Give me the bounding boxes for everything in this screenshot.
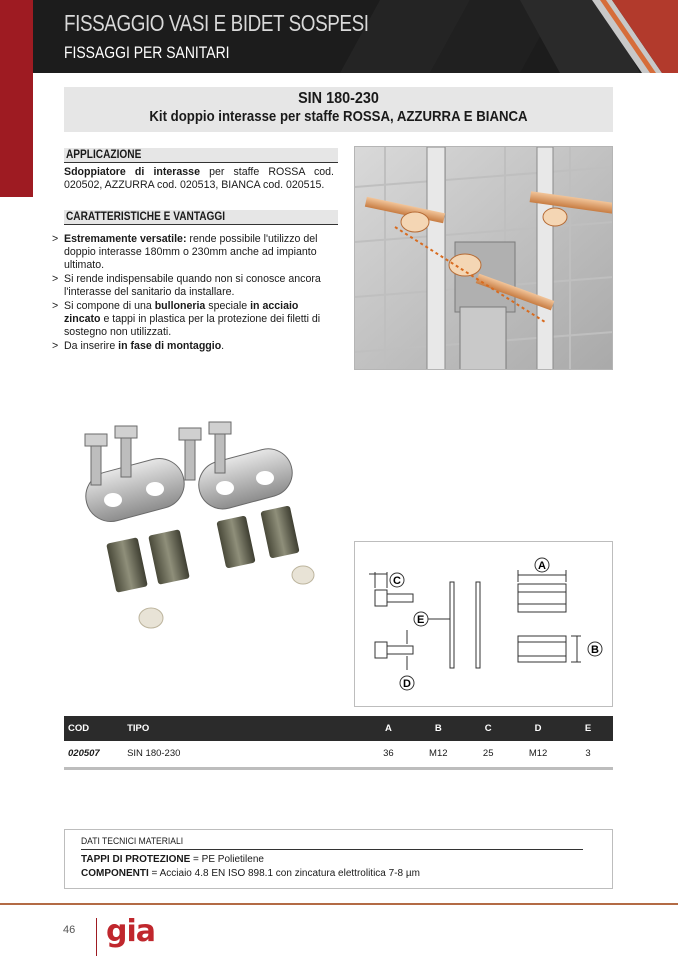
product-code: SIN 180-230 [298, 90, 379, 107]
product-title-box [64, 87, 613, 132]
cell-c: 25 [463, 741, 513, 768]
column-header-b: B [413, 716, 463, 741]
cell-cod: 020507 [64, 741, 123, 768]
page-header [0, 0, 678, 73]
footer-separator [96, 918, 97, 956]
list-item: > Da inserire in fase di montaggio. [52, 340, 225, 352]
application-text: Sdoppiatore di interasse per staffe ROSSA cod. 020502, AZZURRA cod. 020513, BIANCA cod. 020515. [64, 166, 334, 191]
column-header-c: C [463, 716, 513, 741]
materials-box [64, 829, 613, 889]
product-description: Kit doppio interasse per staffe ROSSA, AZZURRA E BIANCA [149, 108, 528, 125]
column-header-tipo: TIPO [123, 716, 363, 741]
materials-line: TAPPI DI PROTEZIONE = PE Polietilene [81, 854, 264, 865]
page-number: 46 [63, 924, 76, 936]
column-header-cod: COD [64, 716, 123, 741]
side-accent-bar [0, 0, 33, 197]
technical-drawing [354, 541, 613, 707]
features-list [52, 233, 336, 354]
footer-divider [0, 903, 678, 905]
product-photo [63, 410, 343, 650]
list-item: > Estremamente versatile: rende possibile l'utilizzo del doppio interasse 180mm o 230mm anche ad impianto ultimato. [52, 233, 318, 271]
category-title: FISSAGGIO VASI E BIDET SOSPESI [64, 10, 369, 36]
list-item: > Si compone di una bulloneria speciale in acciaio zincato e tappi in plastica per la protezione dei filetti di sostegno non utilizzati. [52, 300, 321, 338]
materials-line: COMPONENTI = Acciaio 4.8 EN ISO 898.1 con zincatura elettrolitica 7-8 µm [81, 868, 420, 879]
dimension-label-b: B [591, 644, 599, 656]
dimension-label-e: E [417, 614, 425, 626]
application-heading: APPLICAZIONE [64, 148, 338, 163]
installation-photo [354, 146, 613, 370]
dimension-label-c: C [393, 575, 401, 587]
column-header-a: A [363, 716, 413, 741]
table-row [64, 741, 613, 768]
table-header-row [64, 716, 613, 741]
materials-heading: DATI TECNICI MATERIALI [81, 836, 583, 850]
column-header-d: D [513, 716, 563, 741]
dimension-label-d: D [403, 678, 411, 690]
specification-table [64, 716, 613, 770]
category-subtitle: FISSAGGI PER SANITARI [64, 43, 230, 62]
cell-d: M12 [513, 741, 563, 768]
cell-a: 36 [363, 741, 413, 768]
cell-tipo: SIN 180-230 [123, 741, 363, 768]
features-heading: CARATTERISTICHE E VANTAGGI [64, 210, 338, 225]
list-item: > Si rende indispensabile quando non si conosce ancora l'interasse del sanitario da installare. [52, 273, 321, 298]
cell-e: 3 [563, 741, 613, 768]
brand-logo: gia [106, 914, 156, 949]
column-header-e: E [563, 716, 613, 741]
dimension-label-a: A [538, 560, 546, 572]
cell-b: M12 [413, 741, 463, 768]
